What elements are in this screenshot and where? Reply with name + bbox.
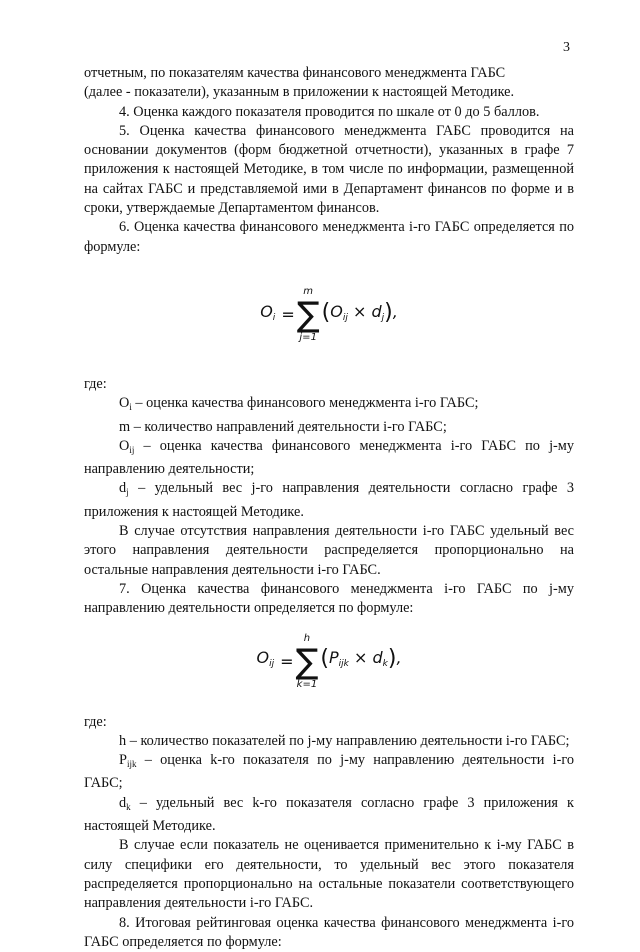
paragraph-missing-direction: В случае отсутствия направления деятельности i-го ГАБС удельный вес этого направления деятельности распределяется пропорционально на остальные направления деятельности i-го ГАБС. <box>84 522 574 580</box>
paragraph-item-4: 4. Оценка каждого показателя проводится по шкале от 0 до 5 баллов. <box>84 103 574 122</box>
paragraph-item-6: 6. Оценка качества финансового менеджмента i-го ГАБС определяется по формуле: <box>84 218 574 257</box>
paragraph-line: отчетным, по показателям качества финансового менеджмента ГАБС <box>84 65 505 81</box>
formula-lhs: $O_i$ <box>260 302 275 328</box>
sum-upper-limit: m <box>303 286 313 298</box>
formula-direction-score <box>84 623 574 701</box>
formula-term: $(O_{ij} \times d_j)$, <box>322 302 398 328</box>
page-number: 3 <box>563 38 570 57</box>
paragraph-line: (далее - показатели), указанным в приложении к настоящей Методике. <box>84 84 514 100</box>
paragraph-item-7: 7. Оценка качества финансового менеджмента i-го ГАБС по j-му направлению деятельности определяется по формуле: <box>84 580 574 619</box>
document-body <box>84 64 574 952</box>
definition-o-ij: $O_{ij}$ – оценка качества финансового менеджмента i-го ГАБС по j-му направлению деятельности; <box>84 437 574 480</box>
definition-d-j: $d_j$ – удельный вес j-го направления деятельности согласно графе 3 приложения к настоящей Методике. <box>84 479 574 522</box>
formula-term: $(P_{ijk} \times d_k)$, <box>320 648 401 674</box>
formula-overall-score <box>84 269 574 361</box>
definition-m: m – количество направлений деятельности i-го ГАБС; <box>84 418 574 437</box>
sum-lower-limit: k=1 <box>297 679 318 691</box>
summation-sign: h ∑ k=1 <box>295 633 318 691</box>
paragraph-item-8: 8. Итоговая рейтинговая оценка качества финансового менеджмента i-го ГАБС определяется по формуле: <box>84 914 574 952</box>
definition-h: h – количество показателей по j-му направлению деятельности i-го ГАБС; <box>84 732 574 751</box>
definition-d-k: $d_k$ – удельный вес k-го показателя согласно графе 3 приложения к настоящей Методике. <box>84 794 574 837</box>
summation-sign: m ∑ j=1 <box>297 286 320 344</box>
definition-o-i: $O_i$ – оценка качества финансового менеджмента i-го ГАБС; <box>84 394 574 417</box>
formula-equals: = <box>281 305 294 324</box>
formula-equals: = <box>280 652 293 671</box>
sum-lower-limit: j=1 <box>299 332 317 344</box>
sum-upper-limit: h <box>304 633 310 645</box>
paragraph-item-5: 5. Оценка качества финансового менеджмента ГАБС проводится на основании документов (форм бюджетной отчетности), указанных в графе 7 приложения к настоящей Методике, в том числе по информации, размещенной на сайтах ГАБС и представляемой ими в Департамент финансов по форме и в сроки, утверждаемые Департаментом финансов. <box>84 122 574 218</box>
formula-lhs: $O_{ij}$ <box>256 648 274 674</box>
where-label: где: <box>84 375 574 394</box>
paragraph-indicator-not-assessed: В случае если показатель не оценивается применительно к i-му ГАБС в силу специфики его деятельности, то удельный вес этого показателя распределяется пропорционально на остальные показатели соответствующего направления деятельности i-го ГАБС. <box>84 836 574 913</box>
definition-p-ijk: $P_{ijk}$ – оценка k-го показателя по j-му направлению деятельности i-го ГАБС; <box>84 751 574 794</box>
paragraph-continuation <box>84 64 574 103</box>
where-label: где: <box>84 713 574 732</box>
